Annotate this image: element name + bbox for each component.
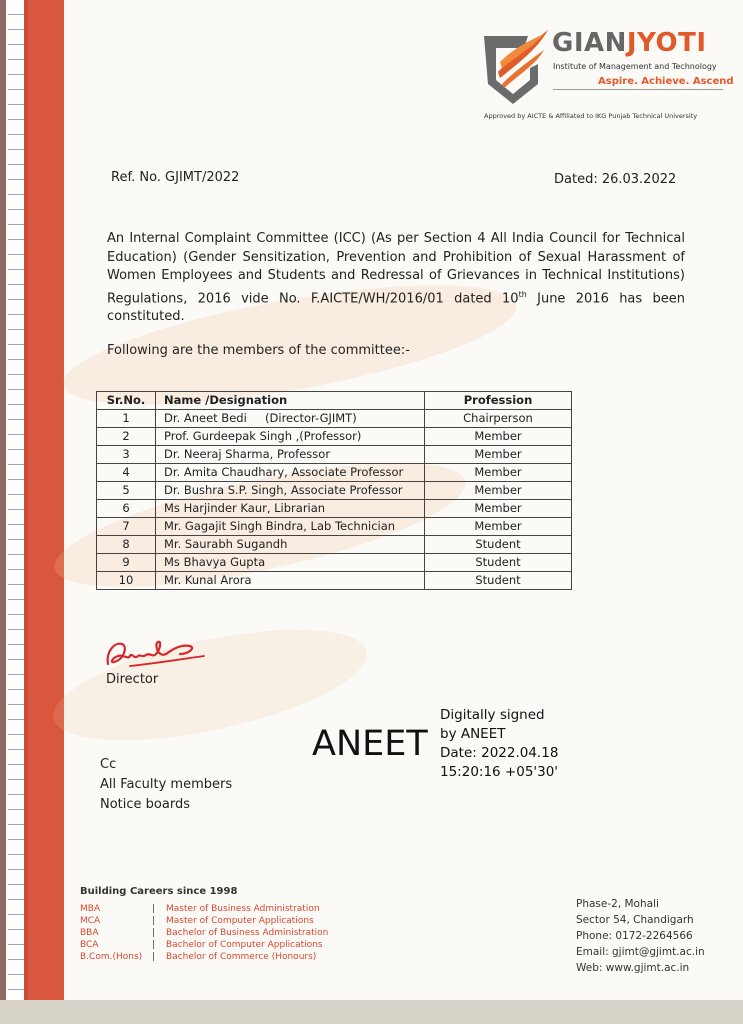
cell-name: Mr. Gagajit Singh Bindra, Lab Technician — [156, 518, 425, 536]
logo-name: GIANJYOTI — [552, 28, 707, 58]
digital-signature-details — [440, 706, 558, 782]
cell-sr: 8 — [97, 536, 156, 554]
institute-address — [576, 896, 705, 976]
approval-text: Approved by AICTE & Affiliated to IKG Punjab Technical University — [484, 112, 698, 120]
shield-flame-icon — [478, 28, 548, 106]
side-stripe — [28, 0, 64, 1000]
email-address: Email: gjimt@gjimt.ac.in — [576, 946, 705, 958]
course-item — [80, 927, 328, 939]
cell-name: Ms Bhavya Gupta — [156, 554, 425, 572]
cell-profession: Student — [425, 536, 572, 554]
letter-date: Dated: 26.03.2022 — [554, 172, 677, 187]
cell-profession: Member — [425, 482, 572, 500]
course-name: Bachelor of Business Administration — [166, 928, 329, 938]
course-name: Bachelor of Computer Applications — [166, 940, 323, 950]
cell-sr: 5 — [97, 482, 156, 500]
course-name: Master of Business Administration — [166, 904, 320, 914]
course-item — [80, 939, 328, 951]
course-item — [80, 903, 328, 915]
cell-profession: Member — [425, 428, 572, 446]
cell-name: Ms Harjinder Kaur, Librarian — [156, 500, 425, 518]
table-header-row — [97, 392, 572, 410]
table-row — [97, 518, 572, 536]
course-abbr: MBA — [80, 904, 101, 914]
address-line: Sector 54, Chandigarh — [576, 914, 694, 926]
members-intro: Following are the members of the committee:- — [107, 343, 410, 358]
course-separator: | — [152, 940, 156, 950]
reference-number: Ref. No. GJIMT/2022 — [111, 170, 240, 185]
cell-name: Prof. Gurdeepak Singh ,(Professor) — [156, 428, 425, 446]
course-abbr: MCA — [80, 916, 101, 926]
table-row — [97, 428, 572, 446]
table-row — [97, 572, 572, 590]
course-name: Master of Computer Applications — [166, 916, 314, 926]
course-separator: | — [152, 916, 156, 926]
table-row — [97, 464, 572, 482]
cell-name: Mr. Saurabh Sugandh — [156, 536, 425, 554]
cell-sr: 3 — [97, 446, 156, 464]
table-row — [97, 554, 572, 572]
cell-name: Dr. Neeraj Sharma, Professor — [156, 446, 425, 464]
cell-profession: Member — [425, 464, 572, 482]
table-row — [97, 446, 572, 464]
cell-sr: 1 — [97, 410, 156, 428]
table-row — [97, 410, 572, 428]
address-line: Phase-2, Mohali — [576, 898, 659, 910]
cell-profession: Chairperson — [425, 410, 572, 428]
footer-title: Building Careers since 1998 — [80, 886, 238, 897]
cell-profession: Member — [425, 518, 572, 536]
course-list — [80, 903, 328, 963]
digital-signature-line: Digitally signed — [440, 707, 545, 723]
cell-sr: 10 — [97, 572, 156, 590]
cc-label: Cc — [100, 757, 117, 772]
cell-sr: 6 — [97, 500, 156, 518]
committee-table — [96, 391, 572, 590]
handwritten-signature — [100, 630, 210, 675]
logo-subtitle: Institute of Management and Technology — [553, 62, 717, 71]
cell-sr: 9 — [97, 554, 156, 572]
course-separator: | — [152, 952, 156, 962]
cell-name: Dr. Bushra S.P. Singh, Associate Professor — [156, 482, 425, 500]
phone-number: Phone: 0172-2264566 — [576, 930, 693, 942]
digital-signature-name: ANEET — [312, 724, 428, 764]
digital-signature-line: Date: 2022.04.18 — [440, 745, 559, 761]
digital-signature-line: 15:20:16 +05'30' — [440, 764, 559, 780]
cell-name: Dr. Aneet Bedi (Director-GJIMT) — [156, 410, 425, 428]
signatory-title: Director — [106, 672, 159, 687]
cell-profession: Student — [425, 572, 572, 590]
course-item — [80, 951, 328, 963]
course-separator: | — [152, 904, 156, 914]
cell-sr: 2 — [97, 428, 156, 446]
digital-signature-line: by ANEET — [440, 726, 506, 742]
cell-sr: 4 — [97, 464, 156, 482]
ruled-margin — [8, 0, 25, 1000]
cell-name: Dr. Amita Chaudhary, Associate Professor — [156, 464, 425, 482]
cc-item: All Faculty members — [100, 777, 233, 792]
header-sr-no: Sr.No. — [97, 392, 156, 410]
cc-item: Notice boards — [100, 797, 190, 812]
body-paragraph: An Internal Complaint Committee (ICC) (As per Section 4 All India Council for Technical Education) (Gender Sensitization, Prevention and Prohibition of Sexual Harassment of Women Employees and Students and Redressal of Grievances in Technical Institutions) Regulations, 2016 vide No. F.AICTE/WH/2016/01 dated 10th June 2016 has been constituted. — [107, 231, 685, 325]
table-row — [97, 482, 572, 500]
course-name: Bachelor of Commerce (Honours) — [166, 952, 317, 962]
logo-divider — [553, 89, 723, 90]
cc-block — [100, 755, 232, 815]
cell-profession: Student — [425, 554, 572, 572]
course-abbr: B.Com.(Hons) — [80, 952, 143, 962]
header-profession: Profession — [425, 392, 572, 410]
cell-profession: Member — [425, 446, 572, 464]
cell-sr: 7 — [97, 518, 156, 536]
course-abbr: BBA — [80, 928, 99, 938]
cell-name: Mr. Kunal Arora — [156, 572, 425, 590]
website: Web: www.gjimt.ac.in — [576, 962, 690, 974]
institute-logo — [478, 24, 734, 124]
header-name: Name /Designation — [156, 392, 425, 410]
page-bottom-edge — [0, 1000, 743, 1024]
table-row — [97, 536, 572, 554]
logo-tagline: Aspire. Achieve. Ascend — [598, 76, 734, 87]
course-abbr: BCA — [80, 940, 99, 950]
course-item — [80, 915, 328, 927]
cell-profession: Member — [425, 500, 572, 518]
table-row — [97, 500, 572, 518]
course-separator: | — [152, 928, 156, 938]
binding-edge — [0, 0, 6, 1024]
